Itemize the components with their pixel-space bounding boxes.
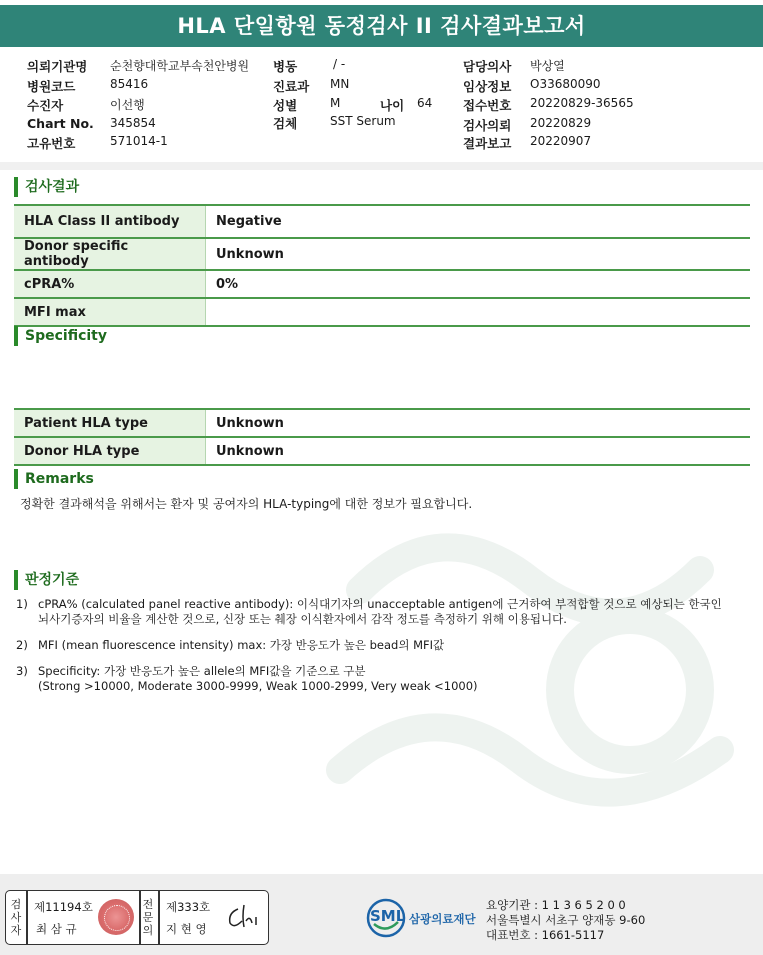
remarks-heading: Remarks bbox=[14, 469, 94, 489]
chart-label: Chart No. bbox=[27, 116, 94, 131]
care-code: 요양기관 : 1 1 3 6 5 2 0 0 bbox=[486, 898, 626, 912]
table-row bbox=[14, 205, 750, 238]
dept-label: 진료과 bbox=[273, 79, 310, 94]
sex-label: 성별 bbox=[273, 98, 298, 113]
unique-label: 고유번호 bbox=[27, 136, 76, 151]
specimen-value: SST Serum bbox=[330, 114, 396, 128]
table-row bbox=[14, 238, 750, 270]
specificity-value: Unknown bbox=[206, 437, 751, 465]
chart-value: 345854 bbox=[110, 116, 156, 130]
specialist-label bbox=[140, 898, 156, 937]
specificity-label: Donor HLA type bbox=[14, 437, 206, 465]
dept-value: MN bbox=[330, 77, 350, 91]
criteria-line: cPRA% (calculated panel reactive antibody): 이식대기자의 unacceptable antigen에 근거하여 부적합할 것으로 예상되는 한국인 bbox=[38, 597, 722, 611]
criteria-line: MFI (mean fluorescence intensity) max: 가장 반응도가 높은 bead의 MFI값 bbox=[38, 638, 445, 652]
lab-info bbox=[486, 898, 645, 943]
age-value: 64 bbox=[417, 96, 433, 110]
specialist-label-char: 문 bbox=[142, 911, 154, 924]
lab-logo bbox=[366, 898, 484, 938]
signature-box bbox=[5, 890, 269, 945]
specialist-label-char: 전 bbox=[142, 898, 154, 911]
result-value: Negative bbox=[206, 205, 751, 238]
sex-value: M bbox=[330, 96, 341, 110]
specificity-value: Unknown bbox=[206, 409, 751, 437]
criteria-list bbox=[16, 597, 736, 705]
ward-value: / - bbox=[333, 57, 346, 71]
result-value: Unknown bbox=[206, 238, 751, 270]
report-title: HLA 단일항원 동정검사 II 검사결과보고서 bbox=[0, 5, 763, 47]
unique-value: 571014-1 bbox=[110, 134, 168, 148]
signature-handwriting bbox=[224, 901, 264, 933]
examiner-name: 최 삼 규 bbox=[36, 922, 77, 936]
ward-label: 병동 bbox=[273, 59, 298, 74]
criteria-heading: 판정기준 bbox=[14, 570, 79, 590]
results-table bbox=[14, 204, 750, 327]
institution-label: 의뢰기관명 bbox=[27, 59, 88, 74]
lab-phone: 대표번호 : 1661-5117 bbox=[486, 928, 605, 942]
lab-address: 서울특별시 서초구 양재동 9-60 bbox=[486, 913, 646, 927]
examiner-number: 제11194호 bbox=[34, 900, 93, 914]
result-value bbox=[206, 298, 751, 326]
criteria-number: 3) bbox=[16, 664, 28, 678]
doctor-label: 담당의사 bbox=[463, 59, 512, 74]
hospital-code-label: 병원코드 bbox=[27, 79, 76, 94]
request-value: 20220829 bbox=[530, 116, 592, 130]
result-label: Donor specific antibody bbox=[14, 238, 206, 270]
lab-logo-text: SML bbox=[370, 907, 406, 925]
examiner-label bbox=[8, 898, 24, 937]
examiner-label-char: 검 bbox=[10, 898, 22, 911]
remarks-text: 정확한 결과해석을 위해서는 환자 및 공여자의 HLA-typing에 대한 정보가 필요합니다. bbox=[20, 497, 473, 511]
report-date-label: 결과보고 bbox=[463, 136, 512, 151]
specificity-heading: Specificity bbox=[14, 326, 107, 346]
result-label: HLA Class II antibody bbox=[14, 205, 206, 238]
age-label: 나이 bbox=[380, 98, 405, 113]
request-label: 검사의뢰 bbox=[463, 118, 512, 133]
specialist-name: 지 현 영 bbox=[166, 922, 207, 936]
seal-stamp bbox=[98, 899, 134, 935]
examinee-value: 이선행 bbox=[110, 98, 145, 112]
divider bbox=[26, 891, 28, 944]
lab-name: 삼광의료재단 bbox=[409, 912, 476, 926]
clinical-label: 임상정보 bbox=[463, 79, 512, 94]
divider bbox=[158, 891, 160, 944]
list-item bbox=[16, 664, 736, 694]
result-label: MFI max bbox=[14, 298, 206, 326]
criteria-line: Specificity: 가장 반응도가 높은 allele의 MFI값을 기준으로 구분 bbox=[38, 664, 366, 678]
table-row bbox=[14, 270, 750, 298]
criteria-number: 1) bbox=[16, 597, 28, 611]
doctor-value: 박상열 bbox=[530, 59, 565, 73]
reception-label: 접수번호 bbox=[463, 98, 512, 113]
specificity-label: Patient HLA type bbox=[14, 409, 206, 437]
table-row bbox=[14, 409, 750, 437]
criteria-number: 2) bbox=[16, 638, 28, 652]
criteria-line: 뇌사기증자의 비율을 계산한 것으로, 신장 또는 췌장 이식환자에서 감작 정도를 측정하기 위해 이용됩니다. bbox=[38, 612, 567, 626]
examiner-label-char: 자 bbox=[10, 924, 22, 937]
specialist-label-char: 의 bbox=[142, 924, 154, 937]
reception-value: 20220829-36565 bbox=[530, 96, 634, 110]
clinical-value: O33680090 bbox=[530, 77, 601, 91]
info-divider bbox=[0, 162, 763, 170]
result-label: cPRA% bbox=[14, 270, 206, 298]
specificity-table bbox=[14, 408, 750, 466]
specimen-label: 검체 bbox=[273, 116, 298, 131]
results-heading: 검사결과 bbox=[14, 177, 79, 197]
list-item bbox=[16, 638, 736, 653]
table-row bbox=[14, 437, 750, 465]
patient-info bbox=[0, 55, 763, 155]
hospital-code-value: 85416 bbox=[110, 77, 149, 91]
specialist-number: 제333호 bbox=[166, 900, 211, 914]
list-item bbox=[16, 597, 736, 627]
table-row bbox=[14, 298, 750, 326]
institution-value: 순천향대학교부속천안병원 bbox=[110, 59, 250, 73]
examinee-label: 수진자 bbox=[27, 98, 64, 113]
examiner-label-char: 사 bbox=[10, 911, 22, 924]
criteria-line: (Strong >10000, Moderate 3000-9999, Weak 1000-2999, Very weak <1000) bbox=[38, 679, 478, 693]
report-date-value: 20220907 bbox=[530, 134, 592, 148]
result-value: 0% bbox=[206, 270, 751, 298]
